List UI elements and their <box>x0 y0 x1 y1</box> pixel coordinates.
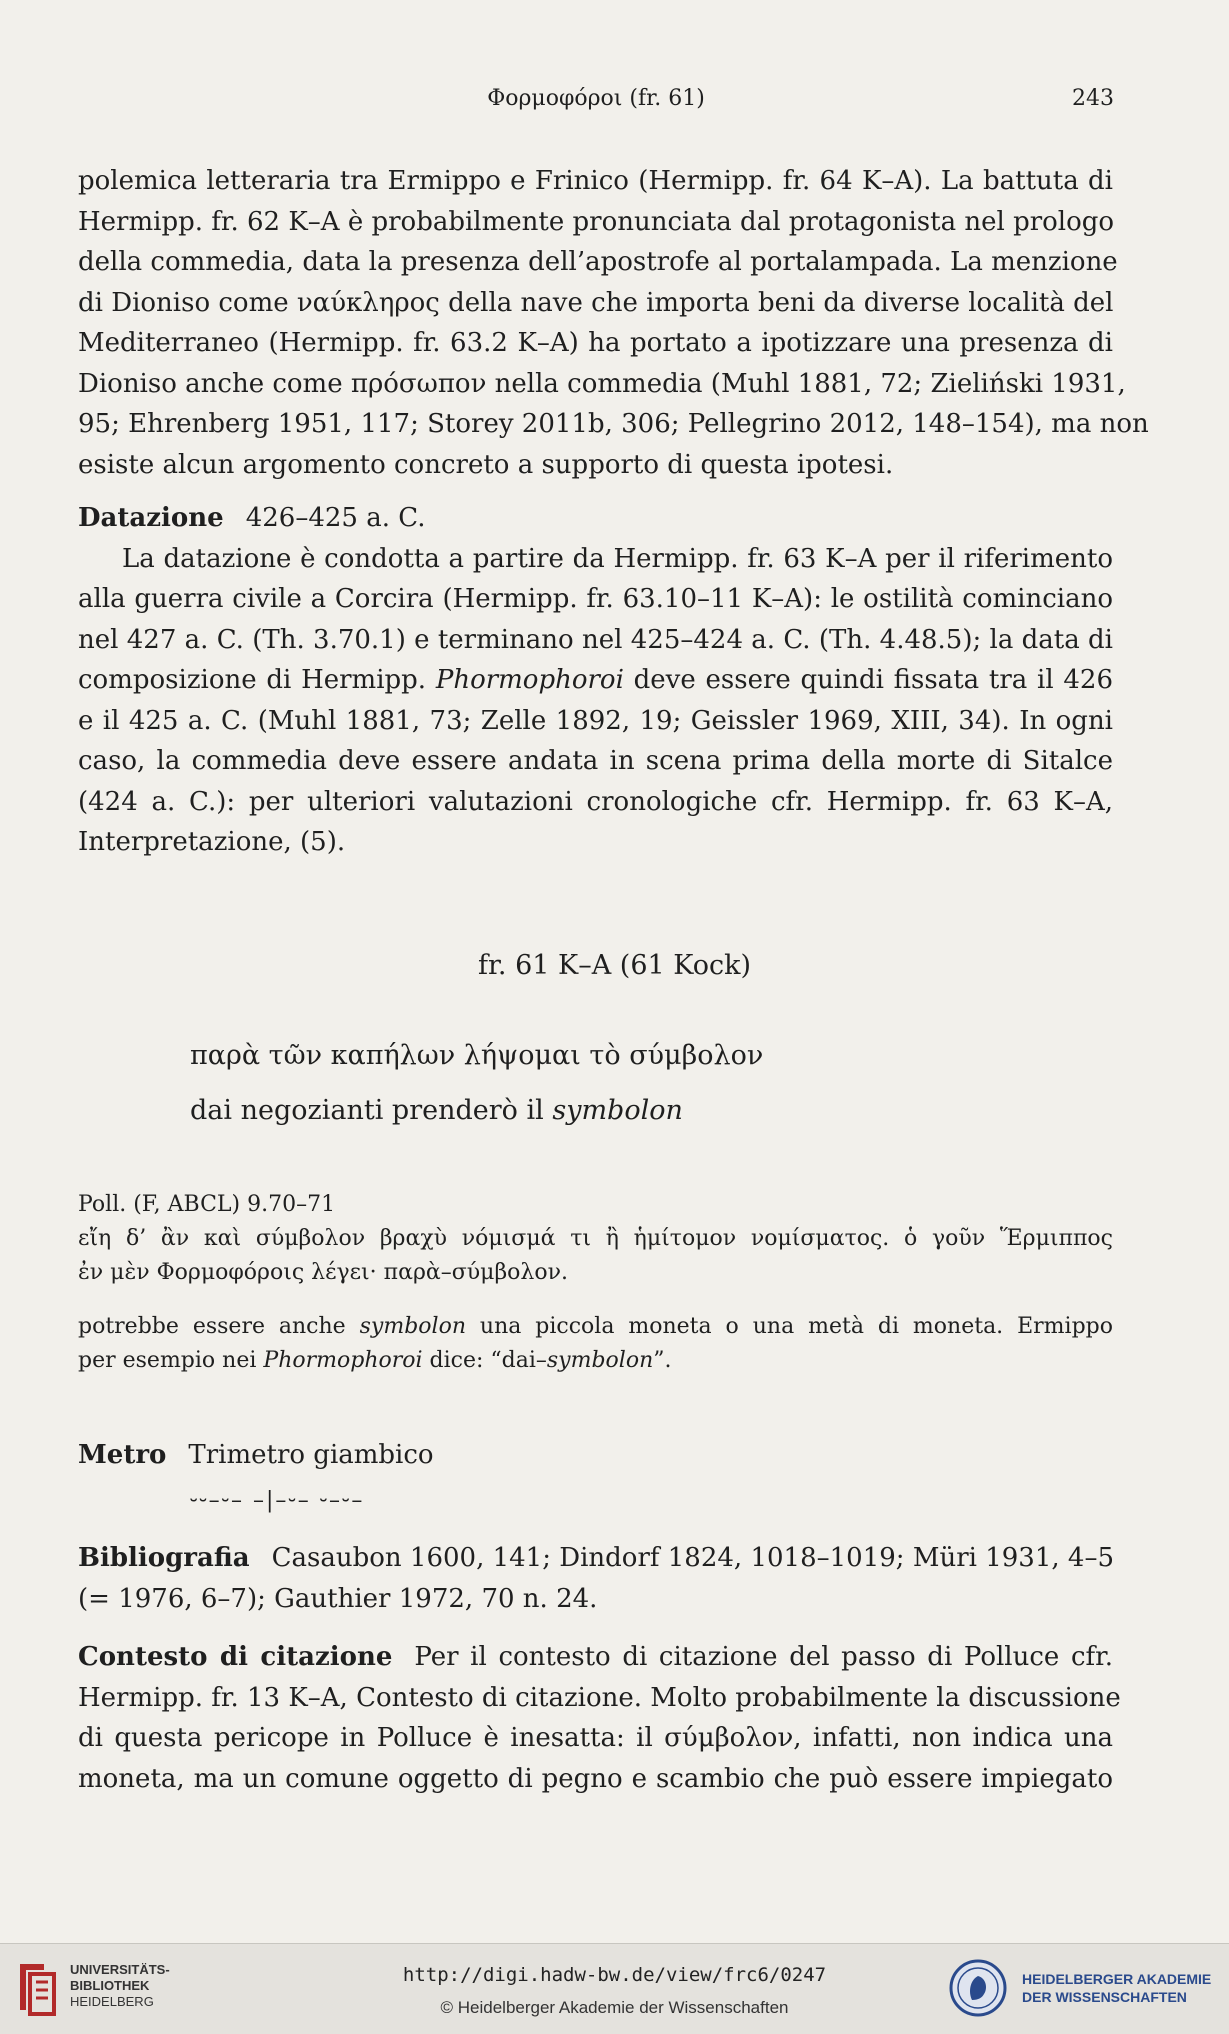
datazione-heading-line <box>78 498 1113 539</box>
text-line: Interpretazione, (5). <box>78 827 346 857</box>
text-line: (= 1976, 6–7); Gauthier 1972, 70 n. 24. <box>78 1583 598 1614</box>
academy-name-line: DER WISSENSCHAFTEN <box>1022 1989 1187 2005</box>
permalink-url[interactable]: http://digi.hadw-bw.de/view/frc6/0247 <box>402 1964 827 1986</box>
library-name-line: BIBLIOTHEK <box>70 1978 150 1993</box>
text-line: esiste alcun argomento concreto a supporto di questa ipotesi. <box>78 449 894 480</box>
library-name-line: UNIVERSITÄTS- <box>70 1962 170 1977</box>
academy-seal-icon <box>948 1958 1008 2018</box>
text-line: 95; Ehrenberg 1951, 117; Storey 2011b, 306; Pellegrino 2012, 148–154), ma non <box>78 409 1149 439</box>
text-line: alla guerra civile a Corcira (Hermipp. fr. 63.10–11 K–A): le ostilità cominciano <box>78 584 1113 614</box>
contesto-section <box>78 1637 1121 1799</box>
text-line: Dioniso anche come πρόσωπον nella commedia (Muhl 1881, 72; Zieliński 1931, <box>78 368 1126 399</box>
bibliografia-text: Casaubon 1600, 141; Dindorf 1824, 1018–1019; Müri 1931, 4–5 <box>271 1543 1114 1573</box>
source-citation: Poll. (F, ABCL) 9.70–71 <box>78 1192 336 1217</box>
source-block <box>78 1188 1113 1290</box>
text-line: Hermipp. fr. 13 K–A, Contesto di citazione. Molto probabilmente la discussione <box>78 1682 1121 1713</box>
running-head-title: Φορμοφόροι (fr. 61) <box>487 86 705 111</box>
bibliografia-heading: Bibliografia <box>78 1543 250 1573</box>
italic-term: Phormophoroi <box>435 665 624 695</box>
footer-bar <box>0 1943 1229 2034</box>
text-line: Hermipp. fr. 62 K–A è probabilmente pronunciata dal protagonista nel prologo <box>78 206 1115 237</box>
datazione-section <box>78 498 1113 863</box>
academy-name <box>1022 1970 1211 2006</box>
text-line: La datazione è condotta a partire da Hermipp. fr. 63 K–A per il riferimento <box>122 543 1113 574</box>
bibliografia-line <box>78 1538 1113 1579</box>
running-head <box>78 86 1114 122</box>
text-line: (424 a. C.): per ulteriori valutazioni cronologiche cfr. Hermipp. fr. 63 K–A, <box>78 786 1113 817</box>
bibliografia-section <box>78 1538 1113 1619</box>
fragment-greek: παρὰ τῶν καπήλων λήψομαι τὸ σύμβολον <box>190 1040 764 1071</box>
source-greek-line: εἴη δ’ ἂν καὶ σύμβολον βραχὺ νόμισμά τι ἢ ἡμίτομον νομίσματος. ὁ γοῦν Ἕρμιππος <box>78 1226 1113 1251</box>
academy-name-line: HEIDELBERGER AKADEMIE <box>1022 1971 1212 1987</box>
source-translation <box>78 1310 1113 1378</box>
datazione-heading: Datazione <box>78 503 224 533</box>
text-line: polemica letteraria tra Ermippo e Frinico (Hermipp. fr. 64 K–A). La battuta di <box>78 166 1113 196</box>
copyright-notice: © Heidelberger Akademie der Wissenschaften <box>440 1998 789 2017</box>
translation-emphasis: symbolon <box>552 1095 683 1126</box>
source-greek-line: ἐν μὲν Φορμοφόροις λέγει· παρὰ–σύμβολον. <box>78 1260 568 1285</box>
italic-term: Phormophoroi <box>263 1348 423 1373</box>
italic-term: symbolon <box>359 1314 466 1339</box>
metro-section <box>78 1440 434 1470</box>
source-translation-line: potrebbe essere anche symbolon una piccola moneta o una metà di moneta. Ermippo <box>78 1314 1113 1339</box>
italic-term: symbolon <box>546 1348 654 1373</box>
contesto-text: Per il contesto di citazione del passo di Polluce cfr. <box>414 1642 1113 1672</box>
text-line: moneta, ma un comune oggetto di pegno e scambio che può essere impiegato <box>78 1763 1113 1794</box>
text-line: di questa pericope in Polluce è inesatta: il σύμβολον, infatti, non indica una <box>78 1723 1113 1753</box>
contesto-line <box>78 1637 1113 1678</box>
text-line: di Dioniso come ναύκληρος della nave che importa beni da diverse località del <box>78 287 1114 318</box>
contesto-heading: Contesto di citazione <box>78 1642 393 1672</box>
datazione-value: 426–425 a. C. <box>245 503 426 533</box>
metro-heading: Metro <box>78 1440 167 1470</box>
translation-text: dai negozianti prenderò il <box>190 1095 553 1126</box>
page-number: 243 <box>1072 86 1114 111</box>
source-translation-line: per esempio nei Phormophoroi dice: “dai–symbolon”. <box>78 1348 672 1373</box>
fragment-translation <box>190 1095 683 1126</box>
text-line: composizione di Hermipp. Phormophoroi deve essere quindi fissata tra il 426 <box>78 665 1113 695</box>
metro-value: Trimetro giambico <box>188 1440 434 1470</box>
meter-scheme: ⏑⏑–⏑– –|–⏑– ⏑–⏑– <box>190 1488 365 1513</box>
library-name-line: HEIDELBERG <box>70 1994 154 2009</box>
text-line: Mediterraneo (Hermipp. fr. 63.2 K–A) ha portato a ipotizzare una presenza di <box>78 328 1113 358</box>
text-line: nel 427 a. C. (Th. 3.70.1) e terminano nel 425–424 a. C. (Th. 4.48.5); la data di <box>78 624 1113 655</box>
text-line: della commedia, data la presenza dell’apostrofe al portalampada. La menzione <box>78 247 1118 277</box>
text-line: caso, la commedia deve essere andata in scena prima della morte di Sitalce <box>78 746 1113 776</box>
text-line: e il 425 a. C. (Muhl 1881, 73; Zelle 1892, 19; Geissler 1969, XIII, 34). In ogni <box>78 705 1113 736</box>
fragment-title: fr. 61 K–A (61 Kock) <box>478 950 751 981</box>
intro-paragraph <box>78 161 1149 485</box>
